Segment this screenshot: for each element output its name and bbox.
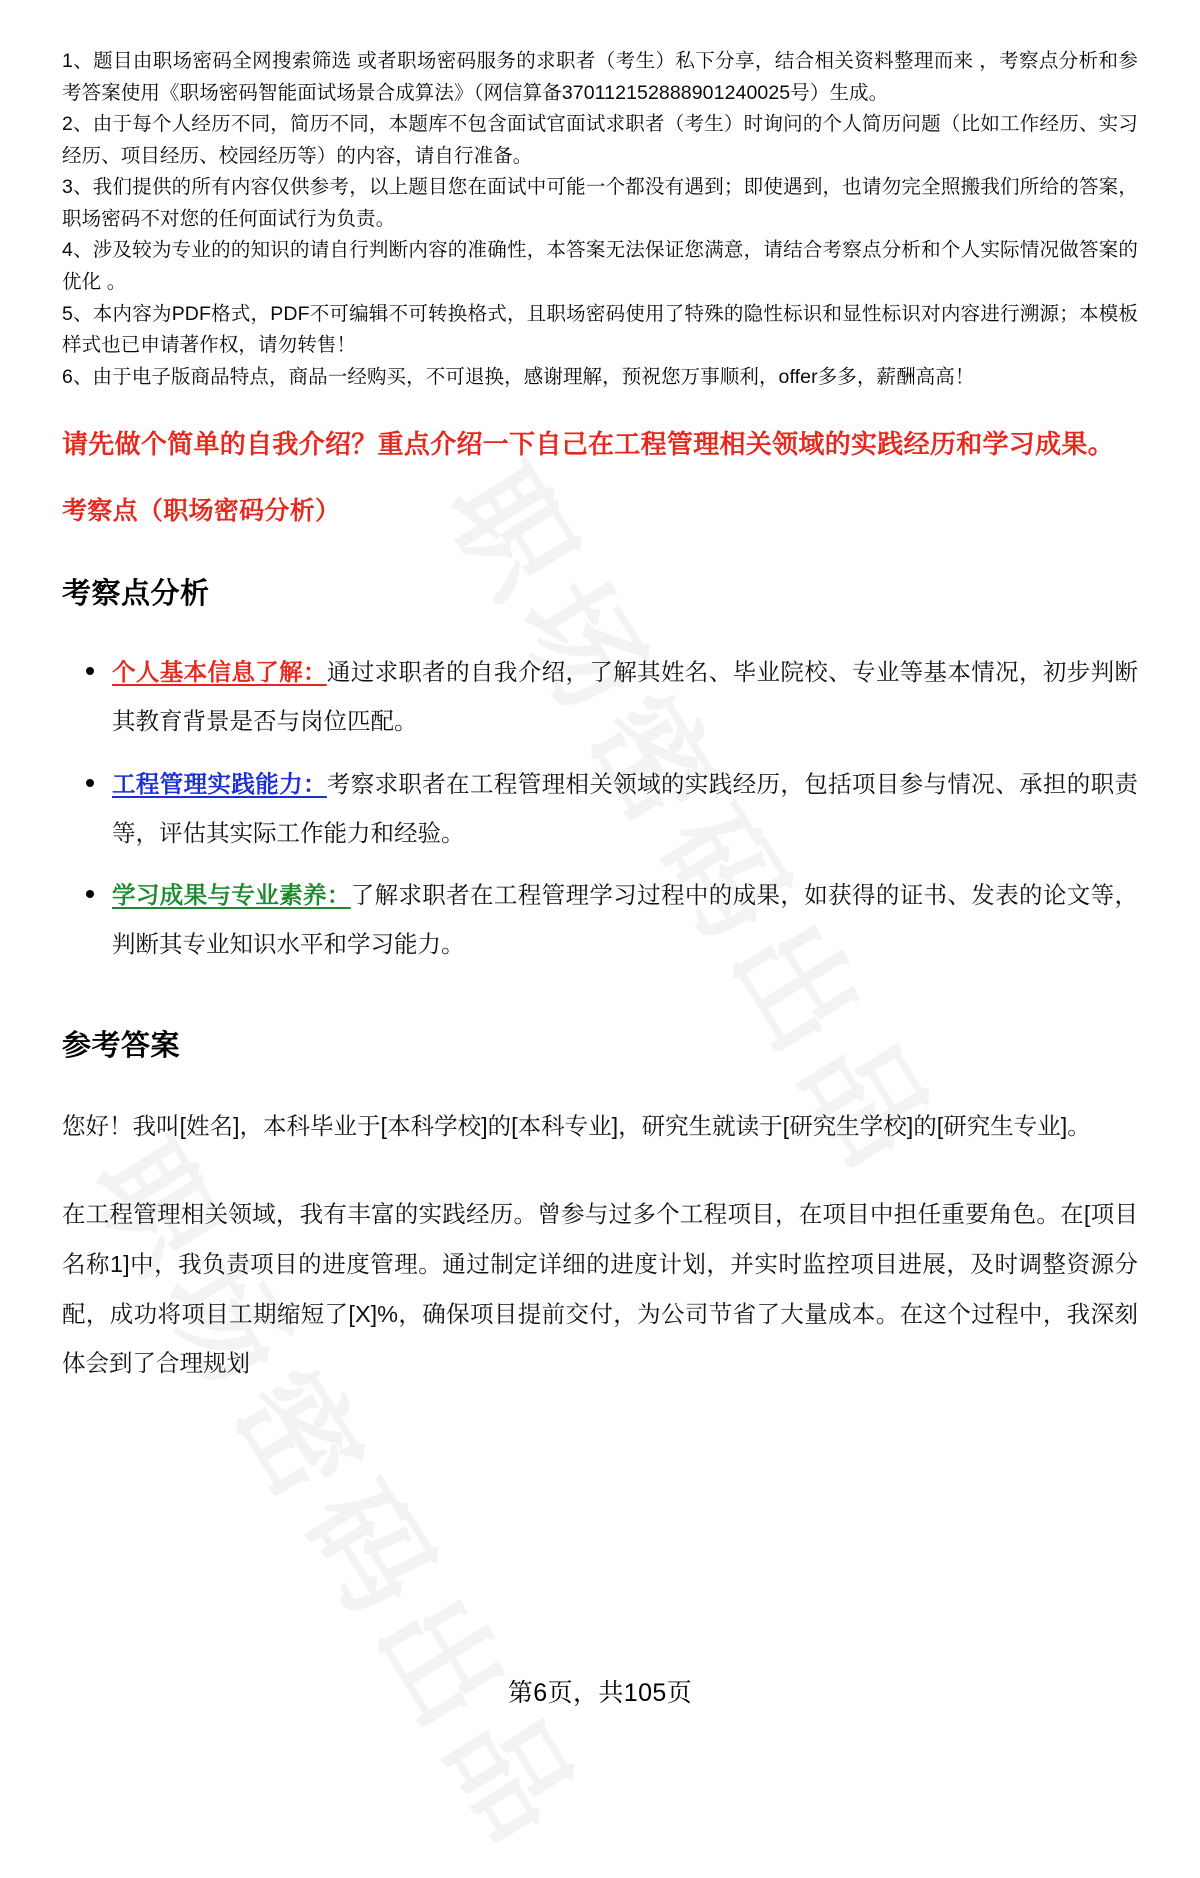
- assessment-point-label: 考察点（职场密码分析）: [62, 496, 341, 525]
- notice-item-5: 5、本内容为PDF格式，PDF不可编辑不可转换格式，且职场密码使用了特殊的隐性标识和显性标识对内容进行溯源；本模板样式也已申请著作权，请勿转售！: [62, 302, 1138, 357]
- analysis-section-heading: 考察点分析: [62, 577, 210, 610]
- list-item: [62, 871, 1138, 969]
- interview-question-heading: 请先做个简单的自我介绍？重点介绍一下自己在工程管理相关领域的实践经历和学习成果。: [62, 429, 1115, 460]
- notice-item-6: 6、由于电子版商品特点，商品一经购买，不可退换，感谢理解，预祝您万事顺利，offer多多，薪酬高高！: [62, 365, 975, 388]
- list-item: [62, 648, 1138, 746]
- notice-item-2: 2、由于每个人经历不同，简历不同，本题库不包含面试官面试求职者（考生）时询问的个人简历问题（比如工作经历、实习经历、项目经历、校园经历等）的内容，请自行准备。: [62, 113, 1138, 167]
- answer-paragraph: 在工程管理相关领域，我有丰富的实践经历。曾参与过多个工程项目，在项目中担任重要角色。在[项目名称1]中，我负责项目的进度管理。通过制定详细的进度计划，并实时监控项目进展，及时调整资源分配，成功将项目工期缩短了[X]%，确保项目提前交付，为公司节省了大量成本。在这个过程中，我深刻体会到了合理规划: [62, 1200, 1138, 1377]
- list-item: [62, 760, 1138, 858]
- analysis-point-label: 工程管理实践能力：: [112, 770, 327, 797]
- analysis-point-label: 学习成果与专业素养：: [112, 882, 351, 909]
- notice-item-1: 1、题目由职场密码全网搜索筛选 或者职场密码服务的求职者（考生）私下分享，结合相关资料整理而来 ，考察点分析和参考答案使用《职场密码智能面试场景合成算法》（网信算备370112152888901240025号）生成。: [62, 50, 1138, 104]
- answer-paragraph: 您好！我叫[姓名]，本科毕业于[本科学校]的[本科专业]，研究生就读于[研究生学校]的[研究生专业]。: [62, 1113, 1091, 1140]
- notice-block: [62, 46, 1138, 393]
- page-footer: 第6页，共105页: [507, 1679, 693, 1707]
- analysis-point-text: 考察求职者在工程管理相关领域的实践经历，包括项目参与情况、承担的职责等，评估其实际工作能力和经验。: [112, 770, 1139, 846]
- bullet-dot-icon: [86, 779, 94, 787]
- analysis-point-list: [62, 648, 1138, 969]
- notice-item-3: 3、我们提供的所有内容仅供参考，以上题目您在面试中可能一个都没有遇到；即使遇到，也请勿完全照搬我们所给的答案，职场密码不对您的任何面试行为负责。: [62, 176, 1138, 230]
- analysis-point-label: 个人基本信息了解：: [112, 658, 327, 685]
- notice-item-4: 4、涉及较为专业的的知识的请自行判断内容的准确性，本答案无法保证您满意，请结合考察点分析和个人实际情况做答案的优化 。: [62, 239, 1138, 294]
- analysis-point-text: 了解求职者在工程管理学习过程中的成果，如获得的证书、发表的论文等，判断其专业知识水平和学习能力。: [112, 882, 1139, 958]
- bullet-dot-icon: [86, 890, 94, 898]
- answer-section-heading: 参考答案: [62, 1030, 181, 1063]
- analysis-point-text: 通过求职者的自我介绍，了解其姓名、毕业院校、专业等基本情况，初步判断其教育背景是否与岗位匹配。: [112, 658, 1139, 734]
- bullet-dot-icon: [86, 667, 94, 675]
